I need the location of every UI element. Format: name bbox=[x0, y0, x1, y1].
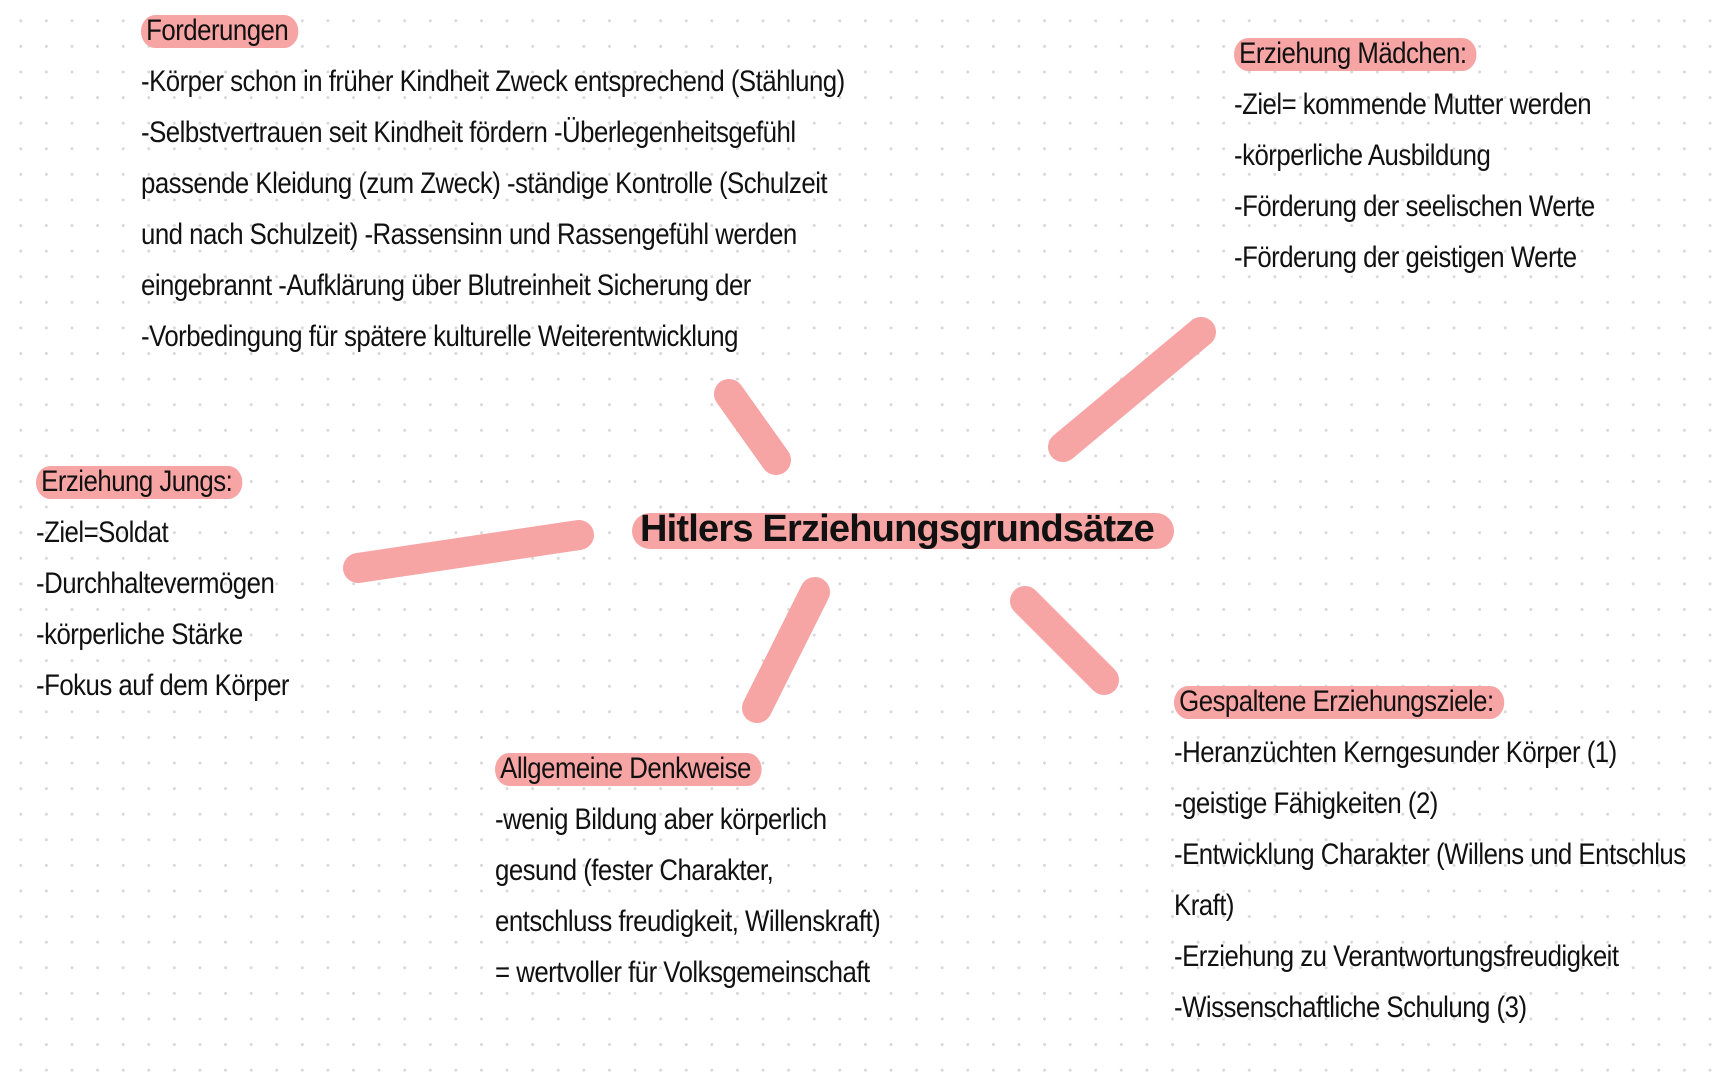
gespaltene-block bbox=[1174, 676, 1686, 1033]
denkweise-block bbox=[495, 743, 880, 998]
ray-to-forderungen bbox=[729, 394, 776, 460]
gespaltene-line: Kraft) bbox=[1174, 889, 1234, 922]
jungs-line: -Ziel=Soldat bbox=[36, 516, 169, 549]
maedchen-heading: Erziehung Mädchen: bbox=[1234, 28, 1472, 79]
maedchen-block bbox=[1234, 28, 1595, 283]
gespaltene-line: -Entwicklung Charakter (Willens und Entschlus bbox=[1174, 838, 1686, 871]
maedchen-line: -Förderung der seelischen Werte bbox=[1234, 190, 1595, 223]
forderungen-line: und nach Schulzeit) -Rassensinn und Rassengefühl werden bbox=[141, 218, 797, 251]
jungs-line: -körperliche Stärke bbox=[36, 618, 243, 651]
forderungen-line: -Selbstvertrauen seit Kindheit fördern -Überlegenheitsgefühl bbox=[141, 116, 796, 149]
denkweise-line: gesund (fester Charakter, bbox=[495, 854, 774, 887]
maedchen-line: -Förderung der geistigen Werte bbox=[1234, 241, 1577, 274]
ray-to-jungs bbox=[358, 535, 579, 568]
jungs-line: -Durchhaltevermögen bbox=[36, 567, 275, 600]
denkweise-line: -wenig Bildung aber körperlich bbox=[495, 803, 827, 836]
forderungen-block bbox=[141, 5, 845, 362]
forderungen-line: -Körper schon in früher Kindheit Zweck entsprechend (Stählung) bbox=[141, 65, 845, 98]
gespaltene-line: -geistige Fähigkeiten (2) bbox=[1174, 787, 1438, 820]
forderungen-line: eingebrannt -Aufklärung über Blutreinheit Sicherung der bbox=[141, 269, 751, 302]
forderungen-line: -Vorbedingung für spätere kulturelle Weiterentwicklung bbox=[141, 320, 738, 353]
maedchen-line: -körperliche Ausbildung bbox=[1234, 139, 1491, 172]
jungs-heading: Erziehung Jungs: bbox=[36, 456, 237, 507]
gespaltene-line: -Wissenschaftliche Schulung (3) bbox=[1174, 991, 1527, 1024]
denkweise-line: = wertvoller für Volksgemeinschaft bbox=[495, 956, 870, 989]
jungs-block bbox=[36, 456, 289, 711]
gespaltene-line: -Erziehung zu Verantwortungsfreudigkeit bbox=[1174, 940, 1619, 973]
denkweise-heading: Allgemeine Denkweise bbox=[495, 743, 756, 794]
ray-to-denkweise bbox=[757, 592, 815, 708]
jungs-line: -Fokus auf dem Körper bbox=[36, 669, 290, 702]
denkweise-line: entschluss freudigkeit, Willenskraft) bbox=[495, 905, 881, 938]
gespaltene-line: -Heranzüchten Kerngesunder Körper (1) bbox=[1174, 736, 1617, 769]
central-title: Hitlers Erziehungsgrundsätze bbox=[640, 503, 1154, 555]
ray-to-maedchen bbox=[1063, 332, 1201, 447]
ray-to-gespaltene bbox=[1025, 601, 1104, 680]
gespaltene-heading: Gespaltene Erziehungsziele: bbox=[1174, 676, 1499, 727]
forderungen-heading: Forderungen bbox=[141, 5, 293, 56]
forderungen-line: passende Kleidung (zum Zweck) -ständige Kontrolle (Schulzeit bbox=[141, 167, 828, 200]
maedchen-line: -Ziel= kommende Mutter werden bbox=[1234, 88, 1592, 121]
